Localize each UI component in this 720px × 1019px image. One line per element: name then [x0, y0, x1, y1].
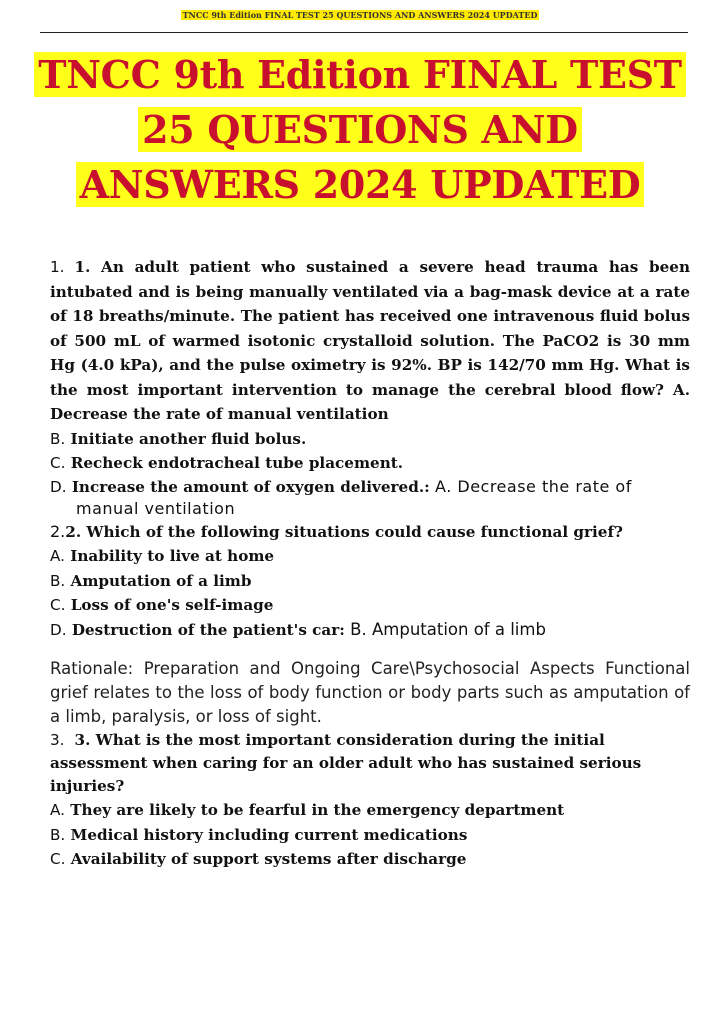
question-3 — [50, 729, 690, 798]
title-line-2: 25 QUESTIONS AND — [138, 107, 582, 152]
question-3-option-c: C. Availability of support systems after discharge — [50, 850, 467, 868]
question-1-option-c: C. Recheck endotracheal tube placement. — [50, 454, 404, 472]
question-2-number: 2. — [50, 521, 66, 541]
question-1 — [50, 255, 690, 427]
question-1-option-b: B. Initiate another fluid bolus. — [50, 429, 307, 448]
question-2-option-b: B. Amputation of a limb — [50, 571, 252, 590]
document-body — [50, 255, 690, 872]
question-2-option-d: D. Destruction of the patient's car: B. Amputation of a limb — [50, 619, 546, 639]
question-2-rationale: Rationale: Preparation and Ongoing Care\Psychosocial Aspects Functional grief relates to the loss of body function or body parts such as amputation of a limb, paralysis, or loss of sight. — [50, 659, 690, 726]
question-1-answer: A. Decrease the rate of manual ventilation — [76, 476, 632, 518]
title-line-1: TNCC 9th Edition FINAL TEST — [34, 52, 686, 97]
question-2-option-a: A. Inability to live at home — [50, 547, 275, 565]
running-header-text: TNCC 9th Edition FINAL TEST 25 QUESTIONS AND ANSWERS 2024 UPDATED — [182, 10, 538, 20]
question-2-text: 2. Which of the following situations could cause functional grief? — [65, 522, 623, 541]
question-2-option-c: C. Loss of one's self-image — [50, 596, 274, 614]
running-header — [0, 10, 720, 20]
question-1-number: 1. — [50, 258, 65, 276]
question-3-option-b: B. Medical history including current medications — [50, 825, 468, 844]
header-rule — [40, 32, 688, 33]
question-2-answer: B. Amputation of a limb — [350, 619, 546, 639]
question-1-option-d: D. Increase the amount of oxygen delivered.: A. Decrease the rate of manual ventilation — [50, 476, 632, 518]
question-1-text: 1. An adult patient who sustained a severe head trauma has been intubated and is being manually ventilated via a bag-mask device at a rate of 18 breaths/minute. The patient has received one intravenous fluid bolus of 500 mL of warmed isotonic crystalloid solution. The PaCO2 is 30 mm Hg (4.0 kPa), and the pulse oximetry is 92%. BP is 142/70 mm Hg. What is the most important intervention to manage the cerebral blood flow? A. Decrease the rate of manual ventilation — [50, 258, 690, 423]
document-title — [20, 47, 700, 212]
question-2 — [50, 520, 690, 545]
title-line-3: ANSWERS 2024 UPDATED — [76, 162, 645, 207]
spacer — [50, 642, 690, 657]
question-3-option-a: A. They are likely to be fearful in the emergency department — [50, 801, 565, 819]
question-3-text: 3. What is the most important consideration during the initial assessment when caring for an older adult who has sustained serious injuries? — [50, 731, 642, 795]
question-3-number: 3. — [50, 731, 65, 749]
